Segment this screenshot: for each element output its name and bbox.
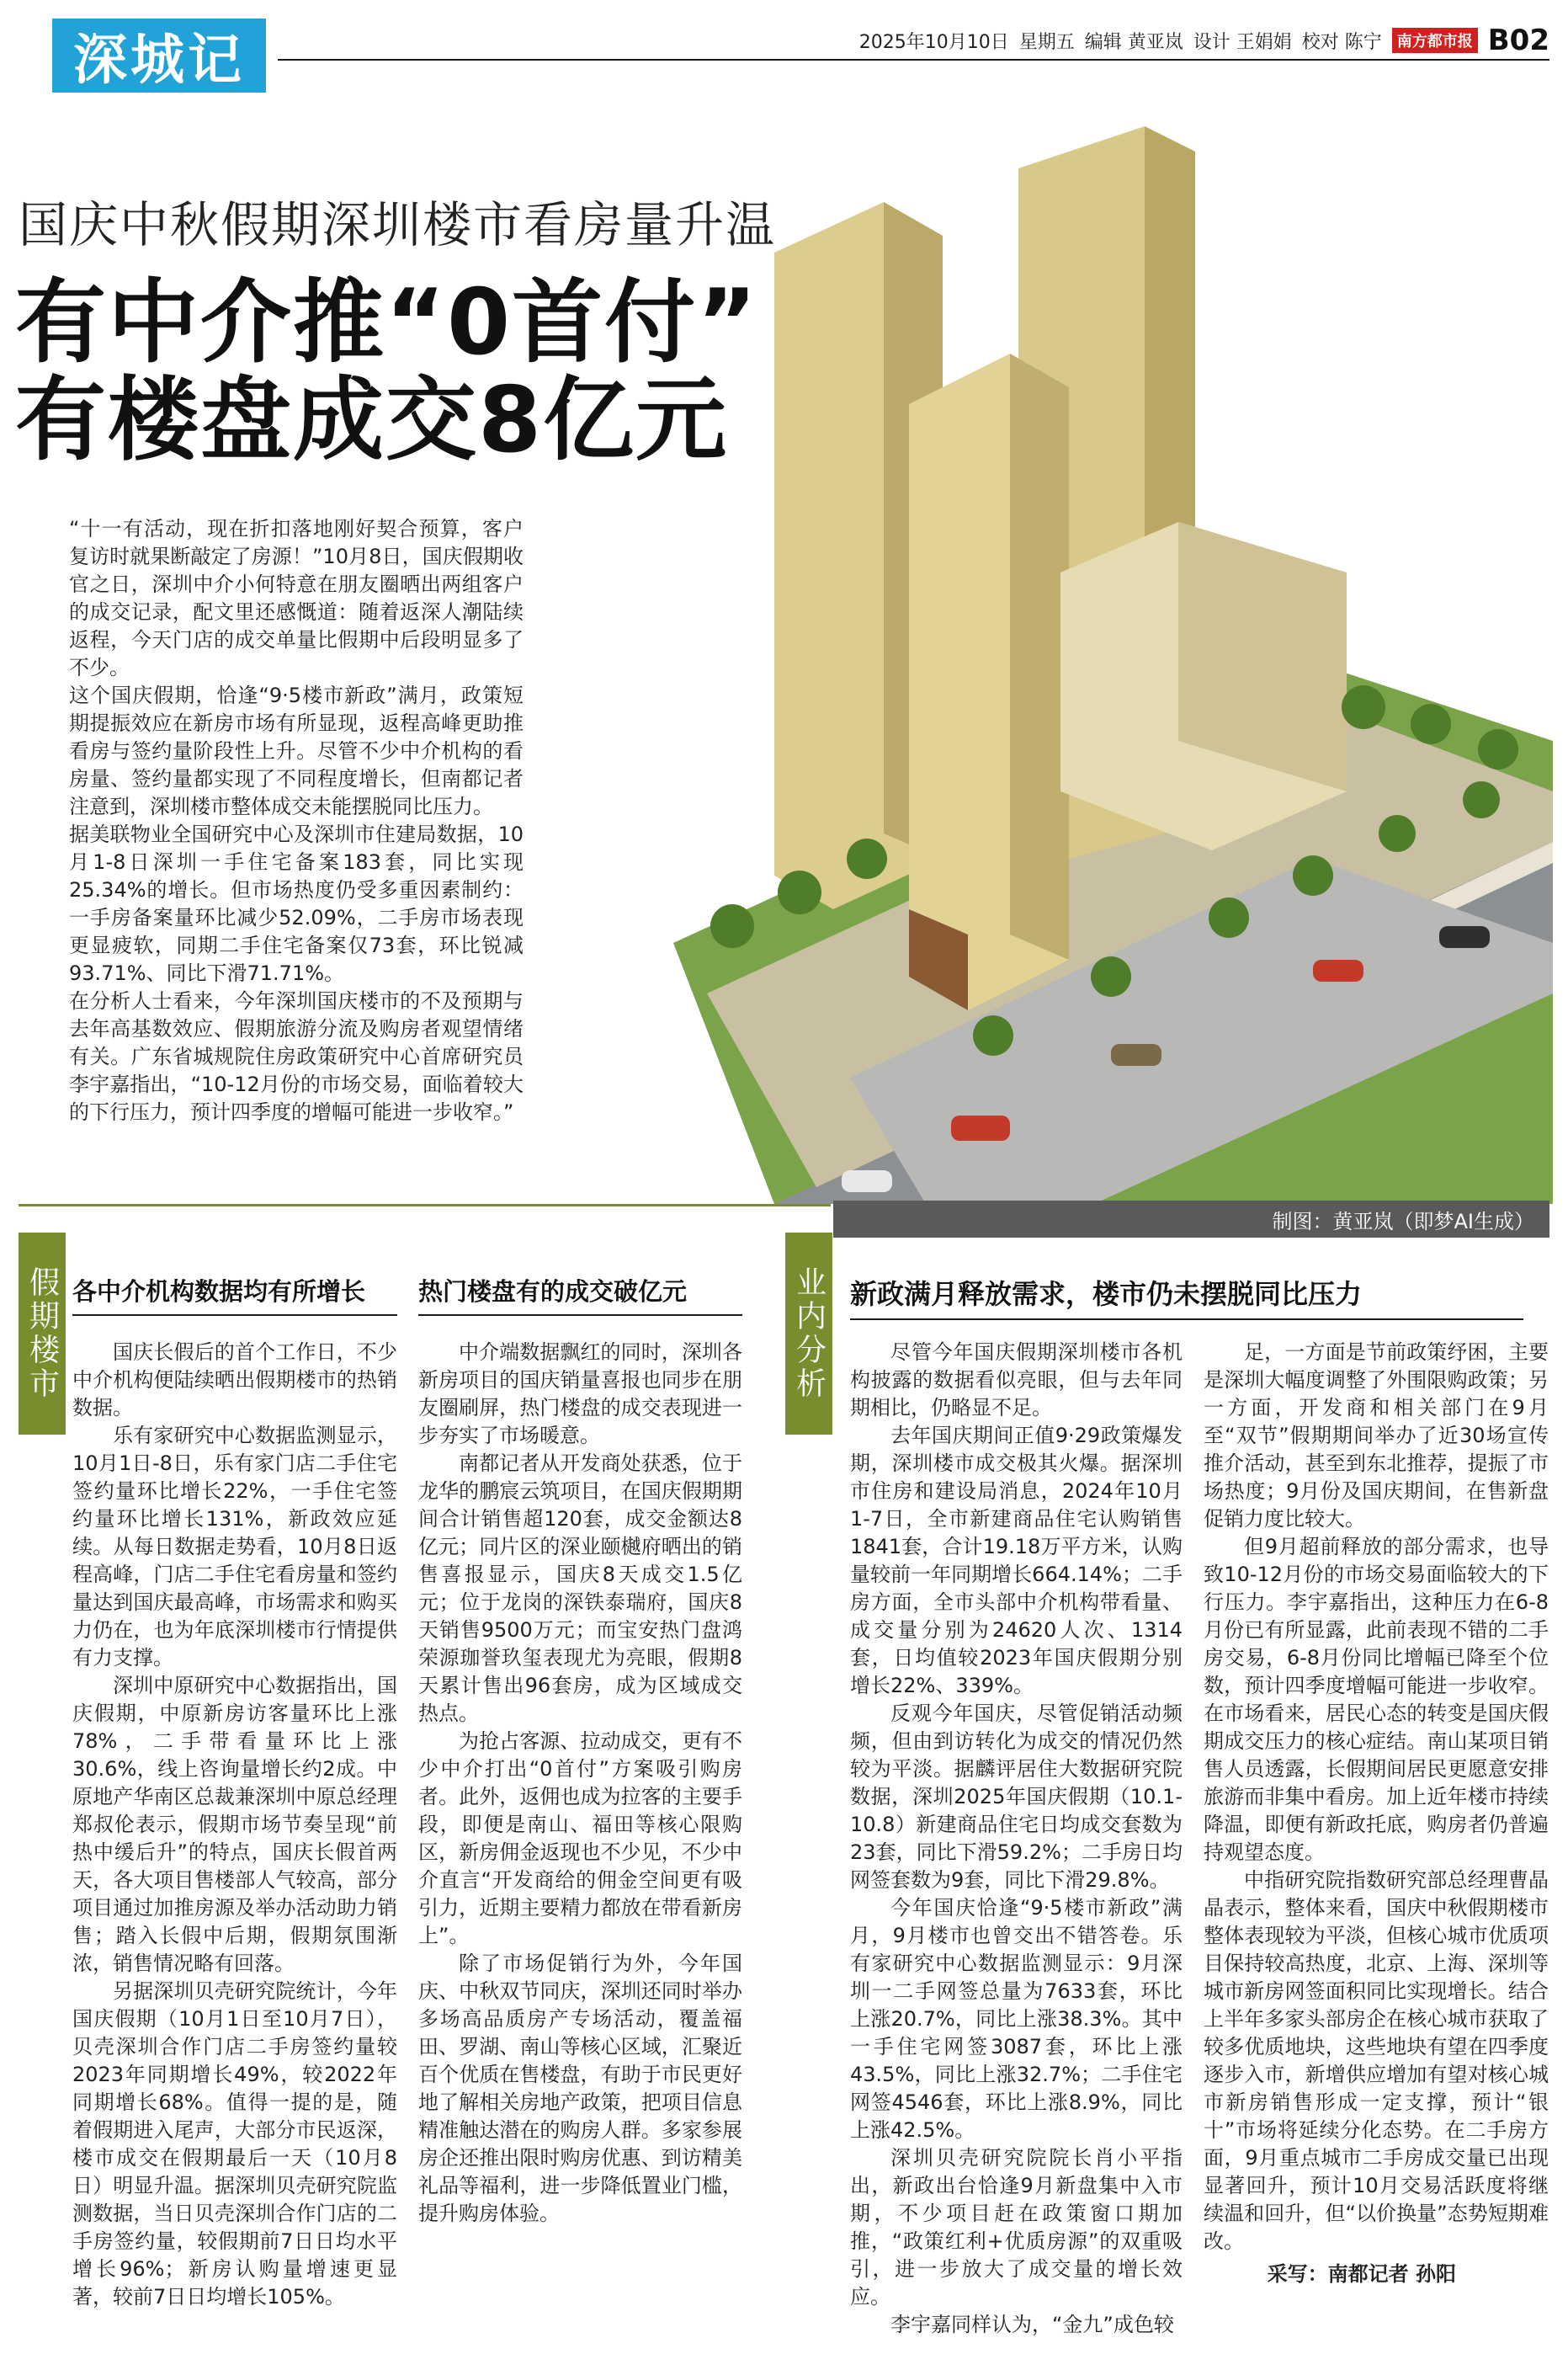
section-tab-holiday-market: 假期楼市 (19, 1233, 66, 1435)
intro-paragraph: “十一有活动，现在折扣落地刚好契合预算，客户复访时就果断敲定了房源！”10月8日，国庆假期收官之日，深圳中介小何特意在朋友圈晒出两组客户的成交记录，配文里还感慨道：随着返深人潮陆续返程，今天门店的成交单量比假期中后段明显多了不少。 (69, 517, 524, 679)
paragraph: 但9月超前释放的部分需求，也导致10-12月份的市场交易面临较大的下行压力。李宇嘉指出，这种压力在6-8月份已有所显露，此前表现不错的二手房交易，6-8月份同比增幅已降至个位数，预计四季度增幅可能进一步收窄。在市场看来，居民心态的转变是国庆假期成交压力的核心症结。南山某项目销售人员透露，长假期间居民更愿意安排旅游而非集中看房。加上近年楼市持续降温，即便有新政托底，购房者仍普遍持观望态度。 (1204, 1535, 1549, 1864)
paragraph: 深圳中原研究中心数据指出，国庆假期，中原新房访客量环比上涨78%，二手带看量环比上涨30.6%，线上咨询量增长约2成。中原地产华南区总裁兼深圳中原总经理郑叔伦表示，假期市场节奏呈现“前热中缓后升”的特点，国庆长假首两天，各大项目售楼部人气较高，部分项目通过加推房源及举办活动助力销售；踏入长假中后期，假期氛围渐浓，销售情况略有回落。 (72, 1674, 397, 1975)
column-2-title: 热门楼盘有的成交破亿元 (418, 1273, 742, 1307)
intro-paragraph: 这个国庆假期，恰逢“9·5楼市新政”满月，政策短期提振效应在新房市场有所显现，返程高峰更助推看房与签约量阶段性上升。尽管不少中介机构的看房量、签约量都实现了不同程度增长，但南都记者注意到，深圳楼市整体成交未能摆脱同比压力。 (69, 684, 524, 818)
section-divider (19, 1204, 831, 1206)
paragraph: 乐有家研究中心数据监测显示，10月1日-8日，乐有家门店二手住宅签约量环比增长22%，一手住宅签约量环比增长131%，新政效应延续。从每日数据走势看，10月8日返程高峰，门店二手住宅看房量和签约量达到国庆最高峰，市场需求和购买力仍在，也为年底深圳楼市行情提供有力支撑。 (72, 1424, 397, 1670)
header-rule (278, 59, 1549, 61)
headline-line-2: 有楼盘成交8亿元 (15, 368, 729, 473)
paragraph: 去年国庆期间正值9·29政策爆发期，深圳楼市成交极其火爆。据深圳市住房和建设局消息，2024年10月1-7日，全市新建商品住宅认购销售1841套，合计19.18万平方米，认购量较前一年同期增长664.14%；二手房方面，全市头部中介机构带看量、成交量分别为24620人次、1314套，日均值较2023年国庆假期分别增长22%、339%。 (850, 1424, 1183, 1697)
paragraph: 李宇嘉同样认为，“金九”成色较 (890, 2313, 1174, 2336)
paragraph: 国庆长假后的首个工作日，不少中介机构便陆续晒出假期楼市的热销数据。 (72, 1340, 397, 1419)
paragraph: 除了市场促销行为外，今年国庆、中秋双节同庆，深圳还同时举办多场高品质房产专场活动，覆盖福田、罗湖、南山等核心区域，汇聚近百个优质在售楼盘，有助于市民更好地了解相关房地产政策，把项目信息精准触达潜在的购房人群。多家参展房企还推出限时购房优惠、到访精美礼品等福利，进一步降低置业门槛，提升购房体验。 (418, 1952, 742, 2225)
headline-line-1: 有中介推“0首付” (15, 270, 759, 375)
paragraph: 中介端数据飘红的同时，深圳各新房项目的国庆销量喜报也同步在朋友圈刷屏，热门楼盘的成交表现进一步夯实了市场暖意。 (418, 1340, 742, 1447)
column-3 (850, 1339, 1183, 2339)
byline: 采写：南都记者 孙阳 (1267, 2262, 1456, 2286)
paragraph: 中指研究院指数研究部总经理曹晶晶表示，整体来看，国庆中秋假期楼市整体表现较为平淡，但核心城市优质项目保持较高热度，北京、上海、深圳等城市新房网签面积同比实现增长。结合上半年多家头部房企在核心城市获取了较多优质地块，这些地块有望在四季度逐步入市，新增供应增加有望对核心城市新房销售形成一定支撑，预计“银十”市场将延续分化态势。在二手房方面，9月重点城市二手房成交量已出现显著回升，预计10月交易活跃度将继续温和回升，但“以价换量”态势短期难改。 (1204, 1868, 1549, 2253)
paragraph: 为抢占客源、拉动成交，更有不少中介打出“0首付”方案吸引购房者。此外，返佣也成为拉客的主要手段，即便是南山、福田等核心限购区，新房佣金返现也不少见，不少中介直言“开发商给的佣金空间更有吸引力，近期主要精力都放在带看新房上”。 (418, 1729, 742, 1947)
column-1-title: 各中介机构数据均有所增长 (72, 1273, 397, 1307)
paragraph: 足，一方面是节前政策纾困，主要是深圳大幅度调整了外围限购政策；另一方面，开发商和相关部门在9月至“双节”假期期间举办了近30场宣传推介活动，甚至到东北推荐，提振了市场热度；9月份及国庆期间，在售新盘促销力度比较大。 (1204, 1340, 1549, 1531)
page-number: B02 (1487, 24, 1549, 57)
column-2 (418, 1339, 742, 2228)
paragraph: 今年国庆恰逢“9·5楼市新政”满月，9月楼市也曾交出不错答卷。乐有家研究中心数据监测显示：9月深圳一二手网签总量为7633套，环比上涨20.7%，同比上涨38.3%。其中一手住宅网签3087套，环比上涨43.5%，同比上涨32.7%；二手住宅网签4546套，环比上涨8.9%，同比上涨42.5%。 (850, 1896, 1183, 2142)
designer: 设计 王娟娟 (1193, 31, 1292, 53)
brand-logo: 南方都市报 (1392, 28, 1478, 53)
paragraph: 深圳贝壳研究院院长肖小平指出，新政出台恰逢9月新盘集中入市期，不少项目赶在政策窗口期加推，“政策红利+优质房源”的双重吸引，进一步放大了成交量的增长效应。 (850, 2146, 1183, 2309)
column-1 (72, 1339, 397, 2311)
weekday: 星期五 (1018, 31, 1075, 53)
intro-paragraph: 据美联物业全国研究中心及深圳市住建局数据，10月1-8日深圳一手住宅备案183套，同比实现25.34%的增长。但市场热度仍受多重因素制约：一手房备案量环比减少52.09%，二手房市场表现更显疲软，同期二手住宅备案仅73套，环比锐减93.71%、同比下滑71.71%。 (69, 823, 524, 985)
hero-illustration (673, 101, 1553, 1204)
section-logo: 深城记 (52, 19, 266, 93)
page-meta (859, 24, 1549, 57)
column-3-title: 新政满月释放需求，楼市仍未摆脱同比压力 (850, 1273, 1523, 1312)
paragraph: 尽管今年国庆假期深圳楼市各机构披露的数据看似亮眼，但与去年同期相比，仍略显不足。 (850, 1340, 1183, 1419)
editor: 编辑 黄亚岚 (1084, 31, 1183, 53)
intro-paragraph: 在分析人士看来，今年深圳国庆楼市的不及预期与去年高基数效应、假期旅游分流及购房者观望情绪有关。广东省城规院住房政策研究中心首席研究员李宇嘉指出，“10-12月份的市场交易，面临着较大的下行压力，预计四季度的增幅可能进一步收窄。” (69, 989, 524, 1124)
image-credit: 制图：黄亚岚（即梦AI生成） (833, 1201, 1549, 1238)
paragraph: 另据深圳贝壳研究院统计，今年国庆假期（10月1日至10月7日），贝壳深圳合作门店二手房签约量较2023年同期增长49%，较2022年同期增长68%。值得一提的是，随着假期进入尾声，大部分市民返深，楼市成交在假期最后一天（10月8日）明显升温。据深圳贝壳研究院监测数据，当日贝壳深圳合作门店的二手房签约量，较假期前7日日均水平增长96%；新房认购量增速更显著，较前7日日均增长105%。 (72, 1979, 397, 2309)
proofreader: 校对 陈宁 (1301, 31, 1382, 53)
intro-text (69, 515, 524, 1126)
paragraph: 南都记者从开发商处获悉，位于龙华的鹏宸云筑项目，在国庆假期期间合计销售超120套，成交金额达8亿元；同片区的深业颐樾府晒出的销售喜报显示，国庆8天成交1.5亿元；位于龙岗的深铁泰瑞府，国庆8天销售9500万元；而宝安热门盘鸿荣源珈誉玖玺表现尤为亮眼，假期8天累计售出96套房，成为区域成交热点。 (418, 1451, 742, 1725)
subtitle: 国庆中秋假期深圳楼市看房量升温 (19, 196, 777, 253)
date: 2025年10月10日 (858, 31, 1009, 53)
column-4 (1204, 1339, 1549, 2288)
section-tab-industry-analysis: 业内分析 (785, 1233, 832, 1435)
paragraph: 反观今年国庆，尽管促销活动频频，但由到访转化为成交的情况仍然较为平淡。据麟评居住大数据研究院数据，深圳2025年国庆假期（10.1-10.8）新建商品住宅日均成交套数为23套，同比下滑59.2%；二手房日均网签套数为9套，同比下滑29.8%。 (850, 1702, 1183, 1892)
